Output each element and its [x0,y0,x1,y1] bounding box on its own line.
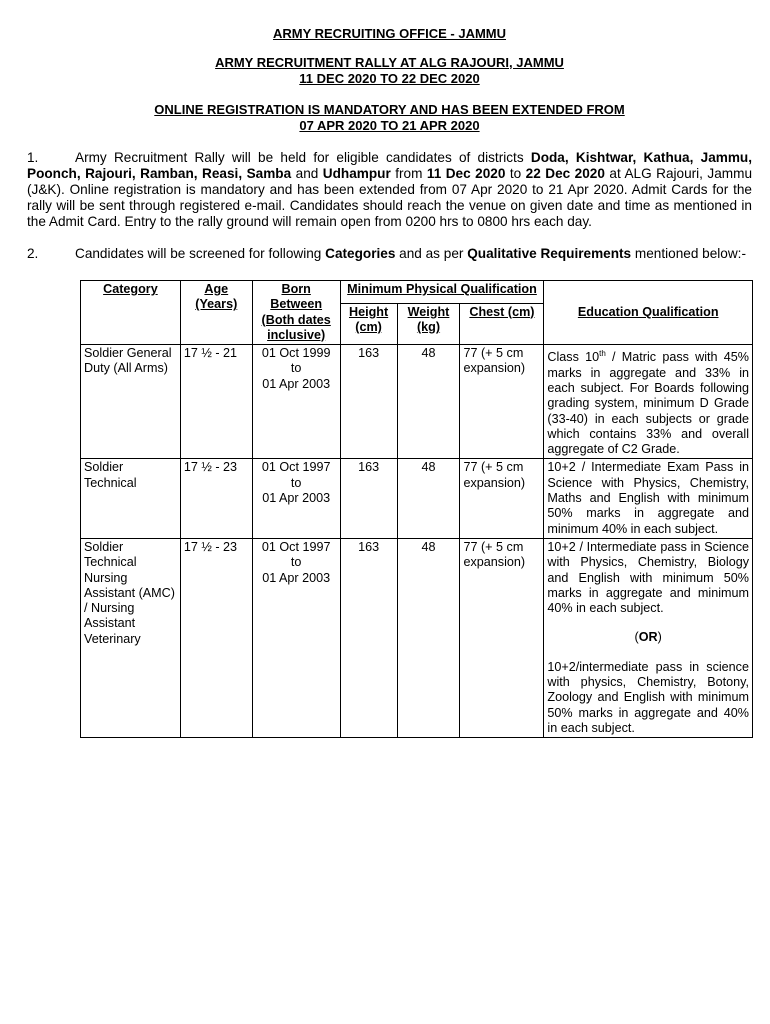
cell-chest: 77 (+ 5 cm expansion) [460,538,544,737]
cell-weight: 48 [397,345,460,459]
table-row [81,345,753,459]
cell-weight: 48 [397,459,460,538]
cell-category: Soldier Technical [81,459,181,538]
rally-from-date: 11 Dec 2020 [426,166,506,181]
paragraph-number: 2. [27,246,39,261]
cell-education: 10+2 / Intermediate Exam Pass in Science with Physics, Chemistry, Maths and English with minimum 50% marks in aggregate and minimum 40% in each subject. [544,459,753,538]
table-row [81,459,753,538]
cell-age: 17 ½ - 23 [180,538,252,737]
header-age: Age (Years) [180,281,252,345]
table-row [81,538,753,737]
header-height: Height (cm) [340,303,397,345]
registration-dates-heading: 07 APR 2020 TO 21 APR 2020 [299,118,480,133]
paragraph-1: 1. Army Recruitment Rally will be held for eligible candidates of districts Doda, Kishtwar, Kathua, Jammu, Poonch, Rajouri, Ramban, Reasi, Samba and Udhampur from 11 Dec 2020 to 22 Dec 2020 at ALG Rajouri, Jammu (J&K). Online registration is mandatory and has been extended from 07 Apr 2020 to 21 Apr 2020. Admit Cards for the rally will be sent through registered e-mail. Candidates should reach the venue on given date and time as mentioned in the Admit Card. Entry to the rally ground will remain open from 0200 hrs to 0800 hrs each day. [27,150,753,229]
cell-height: 163 [340,345,397,459]
district-last: Udhampur [322,166,391,181]
cell-chest: 77 (+ 5 cm expansion) [460,345,544,459]
cell-education: 10+2 / Intermediate pass in Science with Physics, Chemistry, Biology and English with minimum 50% marks in aggregate and minimum 40% in each subject. (OR) 10+2/intermediate pass in science with physics, Chemistry, Botony, Zoology and English with minimum 50% marks in aggregate and 40% in each subject. [544,538,753,737]
header-category: Category [81,281,181,345]
paragraph-number: 1. [27,150,39,165]
cell-chest: 77 (+ 5 cm expansion) [460,459,544,538]
cell-age: 17 ½ - 23 [180,459,252,538]
cell-height: 163 [340,459,397,538]
cell-weight: 48 [397,538,460,737]
cell-born: 01 Oct 1997 to 01 Apr 2003 [252,538,340,737]
cell-education: Class 10th / Matric pass with 45% marks in aggregate and 33% in each subject. For Boards following grading system, minimum D Grade (33-40) in each subjects or grade which contains 33% and overall aggregate of C2 Grade. [544,345,753,459]
cell-category: Soldier General Duty (All Arms) [81,345,181,459]
header-physical: Minimum Physical Qualification [340,281,544,304]
rally-to-date: 22 Dec 2020 [525,166,605,181]
document-page [27,22,752,738]
header-weight: Weight (kg) [397,303,460,345]
rally-dates-heading: 11 DEC 2020 TO 22 DEC 2020 [299,71,480,86]
cell-born: 01 Oct 1999 to 01 Apr 2003 [252,345,340,459]
header-born: Born Between (Both dates inclusive) [252,281,340,345]
cell-category: Soldier Technical Nursing Assistant (AMC) / Nursing Assistant Veterinary [81,538,181,737]
registration-heading: ONLINE REGISTRATION IS MANDATORY AND HAS BEEN EXTENDED FROM [154,102,625,117]
cell-age: 17 ½ - 21 [180,345,252,459]
districts-list: Doda, Kishtwar, Kathua, Jammu, Poonch, Rajouri, Ramban, Reasi, Samba [27,150,753,181]
cell-born: 01 Oct 1997 to 01 Apr 2003 [252,459,340,538]
table-header-row [81,281,753,304]
qualification-table [80,280,753,738]
paragraph-2: 2. Candidates will be screened for following Categories and as per Qualitative Requirements mentioned below:- [27,246,746,261]
cell-height: 163 [340,538,397,737]
header-education: Education Qualification [544,281,753,345]
header-chest: Chest (cm) [460,303,544,345]
or-separator: (OR) [634,630,662,645]
office-heading: ARMY RECRUITING OFFICE - JAMMU [272,26,507,41]
rally-heading: ARMY RECRUITMENT RALLY AT ALG RAJOURI, JAMMU [215,55,564,70]
